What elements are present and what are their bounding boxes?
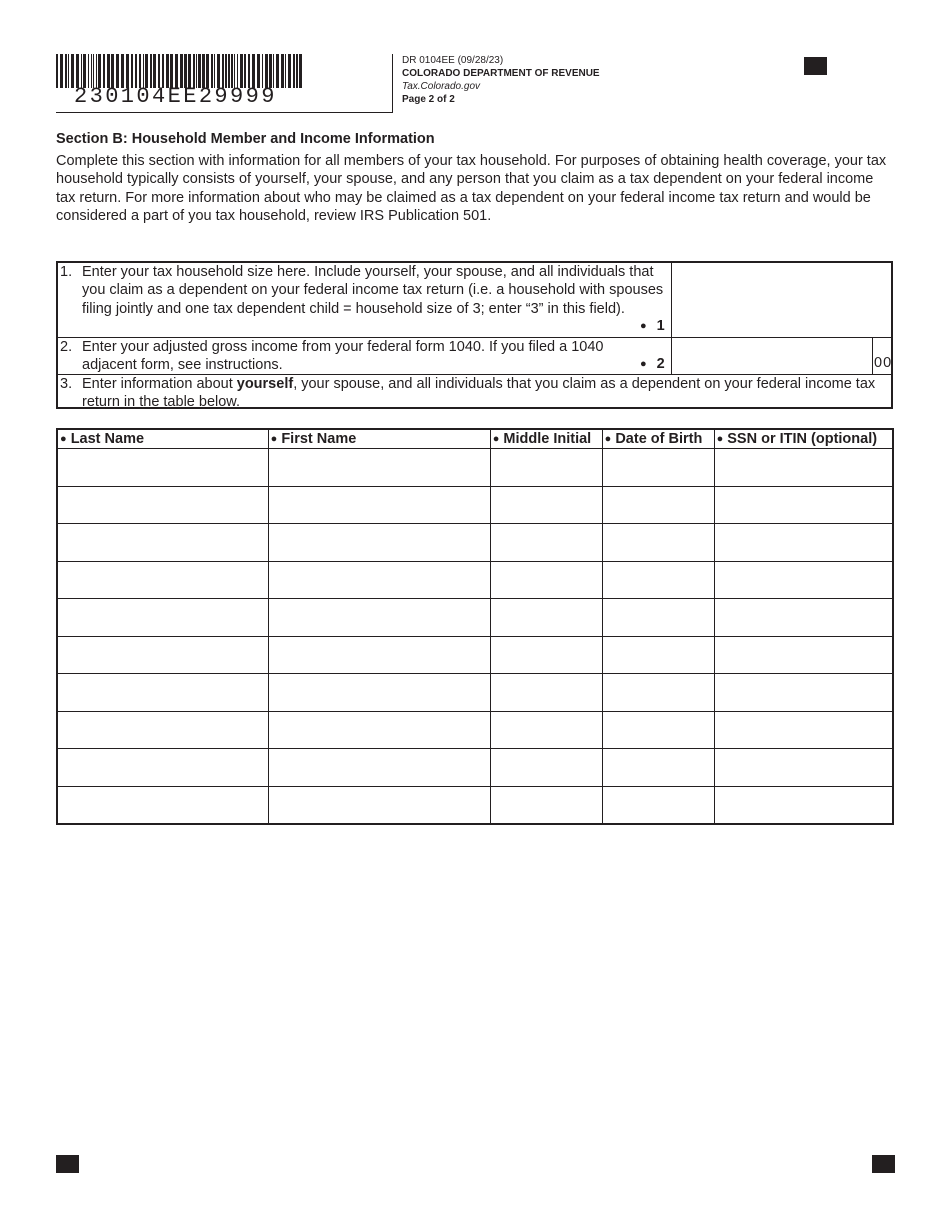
table-row	[57, 786, 893, 824]
table-cell	[490, 786, 602, 824]
line-1-marker	[640, 317, 665, 335]
question-2-number: 2.	[60, 339, 73, 355]
table-cell	[490, 449, 602, 487]
table-cell	[268, 749, 490, 787]
date-of-birth-input[interactable]	[603, 637, 714, 674]
line-2-marker	[640, 355, 665, 373]
table-cell	[714, 449, 893, 487]
registration-mark-bottom-left	[56, 1155, 79, 1173]
col-middle-initial-label: Middle Initial	[503, 431, 592, 447]
first-name-input[interactable]	[269, 749, 490, 786]
table-cell	[714, 636, 893, 674]
ssn-itin-input[interactable]	[715, 487, 892, 524]
date-of-birth-input[interactable]	[603, 749, 714, 786]
form-id: DR 0104EE (09/28/23)	[402, 55, 504, 66]
date-of-birth-input[interactable]	[603, 599, 714, 636]
table-row	[57, 486, 893, 524]
required-bullet-icon: ●	[270, 433, 278, 445]
middle-initial-input[interactable]	[491, 637, 602, 674]
table-cell	[57, 749, 268, 787]
line-1-label: 1	[656, 318, 665, 334]
last-name-input[interactable]	[58, 562, 268, 599]
ssn-itin-input[interactable]	[715, 674, 892, 711]
first-name-input[interactable]	[269, 562, 490, 599]
table-cell	[57, 636, 268, 674]
date-of-birth-input[interactable]	[603, 524, 714, 561]
middle-initial-input[interactable]	[491, 787, 602, 824]
table-cell	[490, 486, 602, 524]
table-cell	[602, 636, 714, 674]
question-3-text-bold: yourself	[236, 376, 294, 392]
barcode-number: 230104EE29999	[74, 84, 277, 109]
question-2-text: Enter your adjusted gross income from your federal form 1040. If you filed a 1040 adjacent form, see instructions.	[82, 339, 604, 374]
divider	[872, 337, 873, 374]
table-cell	[268, 449, 490, 487]
col-date-of-birth-label: Date of Birth	[615, 431, 703, 447]
department-name: COLORADO DEPARTMENT OF REVENUE	[402, 68, 600, 79]
table-cell	[268, 636, 490, 674]
household-members-table	[56, 428, 894, 825]
first-name-input[interactable]	[269, 637, 490, 674]
col-middle-initial	[490, 429, 602, 449]
last-name-input[interactable]	[58, 749, 268, 786]
ssn-itin-input[interactable]	[715, 524, 892, 561]
col-last-name-label: Last Name	[70, 431, 145, 447]
first-name-input[interactable]	[269, 712, 490, 749]
table-cell	[268, 524, 490, 562]
question-1-row	[58, 263, 891, 338]
table-cell	[57, 524, 268, 562]
table-cell	[714, 786, 893, 824]
table-cell	[490, 599, 602, 637]
required-bullet-icon: ●	[492, 433, 500, 445]
table-header-row	[57, 429, 893, 449]
table-cell	[57, 599, 268, 637]
table-cell	[714, 599, 893, 637]
ssn-itin-input[interactable]	[715, 562, 892, 599]
table-cell	[490, 524, 602, 562]
question-3-row	[58, 374, 891, 409]
question-3-number: 3.	[60, 376, 73, 392]
table-cell	[714, 561, 893, 599]
required-bullet-icon: ●	[604, 433, 612, 445]
website: Tax.Colorado.gov	[402, 81, 481, 92]
table-cell	[714, 674, 893, 712]
agi-cents: 00	[874, 355, 893, 371]
page-number: Page 2 of 2	[402, 94, 455, 105]
table-cell	[57, 449, 268, 487]
barcode-block	[56, 54, 393, 113]
col-first-name	[268, 429, 490, 449]
table-cell	[490, 636, 602, 674]
table-row	[57, 749, 893, 787]
table-cell	[490, 749, 602, 787]
middle-initial-input[interactable]	[491, 712, 602, 749]
table-cell	[490, 561, 602, 599]
middle-initial-input[interactable]	[491, 449, 602, 486]
middle-initial-input[interactable]	[491, 674, 602, 711]
table-cell	[268, 711, 490, 749]
col-date-of-birth	[602, 429, 714, 449]
ssn-itin-input[interactable]	[715, 787, 892, 824]
date-of-birth-input[interactable]	[603, 787, 714, 824]
registration-mark-bottom-right	[872, 1155, 895, 1173]
first-name-input[interactable]	[269, 487, 490, 524]
line-2-bullet-icon: ●	[640, 358, 647, 370]
ssn-itin-input[interactable]	[715, 712, 892, 749]
table-cell	[714, 486, 893, 524]
col-ssn-itin-label: SSN or ITIN (optional)	[727, 431, 878, 447]
question-1-number: 1.	[60, 264, 73, 280]
last-name-input[interactable]	[58, 524, 268, 561]
household-size-input[interactable]	[672, 263, 893, 336]
middle-initial-input[interactable]	[491, 599, 602, 636]
table-cell	[602, 711, 714, 749]
table-cell	[490, 674, 602, 712]
table-cell	[602, 674, 714, 712]
table-cell	[490, 711, 602, 749]
middle-initial-input[interactable]	[491, 749, 602, 786]
section-intro: Complete this section with information for all members of your tax household. For purposes of obtaining health coverage, your tax household typically consists of yourself, your spouse, and any person that you claim as a tax dependent on your federal income tax return. For more information about who may be claimed as a tax dependent on your federal income tax return and would be considered a part of you tax household, review IRS Publication 501.	[56, 153, 887, 224]
middle-initial-input[interactable]	[491, 562, 602, 599]
required-bullet-icon: ●	[60, 433, 67, 445]
ssn-itin-input[interactable]	[715, 599, 892, 636]
questions-box	[56, 261, 893, 409]
col-last-name	[57, 429, 268, 449]
date-of-birth-input[interactable]	[603, 674, 714, 711]
last-name-input[interactable]	[58, 637, 268, 674]
table-cell	[268, 486, 490, 524]
first-name-input[interactable]	[269, 599, 490, 636]
first-name-input[interactable]	[269, 674, 490, 711]
line-1-bullet-icon: ●	[640, 320, 647, 332]
table-row	[57, 711, 893, 749]
required-bullet-icon: ●	[716, 433, 724, 445]
form-header	[402, 54, 600, 106]
barcode-image	[56, 54, 308, 88]
table-row	[57, 561, 893, 599]
table-cell	[602, 524, 714, 562]
table-cell	[268, 599, 490, 637]
col-ssn-itin	[714, 429, 893, 449]
first-name-input[interactable]	[269, 787, 490, 824]
table-row	[57, 674, 893, 712]
ssn-itin-input[interactable]	[715, 637, 892, 674]
ssn-itin-input[interactable]	[715, 449, 892, 486]
date-of-birth-input[interactable]	[603, 449, 714, 486]
table-cell	[602, 786, 714, 824]
table-cell	[268, 786, 490, 824]
agi-input[interactable]	[672, 337, 872, 373]
ssn-itin-input[interactable]	[715, 749, 892, 786]
table-cell	[602, 599, 714, 637]
last-name-input[interactable]	[58, 449, 268, 486]
table-cell	[57, 711, 268, 749]
last-name-input[interactable]	[58, 787, 268, 824]
table-cell	[268, 674, 490, 712]
question-3-text-end: , your spouse, and all individuals that you claim as a dependent on your federal income tax return in the table below.	[82, 376, 876, 411]
col-first-name-label: First Name	[281, 431, 357, 447]
section-title: Section B: Household Member and Income Information	[56, 131, 435, 147]
question-1-text: Enter your tax household size here. Include yourself, your spouse, and all individuals that you claim as a dependent on your federal income tax return (i.e. a household with spouses filing jointly and one tax dependent child = household size of 3; enter “3” in this field).	[82, 264, 664, 317]
table-row	[57, 524, 893, 562]
last-name-input[interactable]	[58, 712, 268, 749]
question-2-row	[58, 337, 891, 375]
date-of-birth-input[interactable]	[603, 562, 714, 599]
table-cell	[602, 561, 714, 599]
middle-initial-input[interactable]	[491, 487, 602, 524]
table-cell	[714, 524, 893, 562]
table-cell	[602, 486, 714, 524]
question-3-text-start: Enter information about	[82, 376, 237, 392]
table-cell	[714, 749, 893, 787]
last-name-input[interactable]	[58, 487, 268, 524]
registration-mark-top-right	[804, 57, 827, 75]
first-name-input[interactable]	[269, 524, 490, 561]
date-of-birth-input[interactable]	[603, 487, 714, 524]
table-row	[57, 449, 893, 487]
table-cell	[57, 786, 268, 824]
table-row	[57, 599, 893, 637]
first-name-input[interactable]	[269, 449, 490, 486]
table-cell	[602, 749, 714, 787]
table-cell	[57, 674, 268, 712]
last-name-input[interactable]	[58, 599, 268, 636]
question-3-text	[82, 375, 882, 412]
table-cell	[268, 561, 490, 599]
middle-initial-input[interactable]	[491, 524, 602, 561]
line-2-label: 2	[656, 356, 665, 372]
table-body	[57, 449, 893, 825]
table-row	[57, 636, 893, 674]
table-cell	[57, 486, 268, 524]
table-cell	[602, 449, 714, 487]
table-cell	[714, 711, 893, 749]
table-cell	[57, 561, 268, 599]
date-of-birth-input[interactable]	[603, 712, 714, 749]
last-name-input[interactable]	[58, 674, 268, 711]
